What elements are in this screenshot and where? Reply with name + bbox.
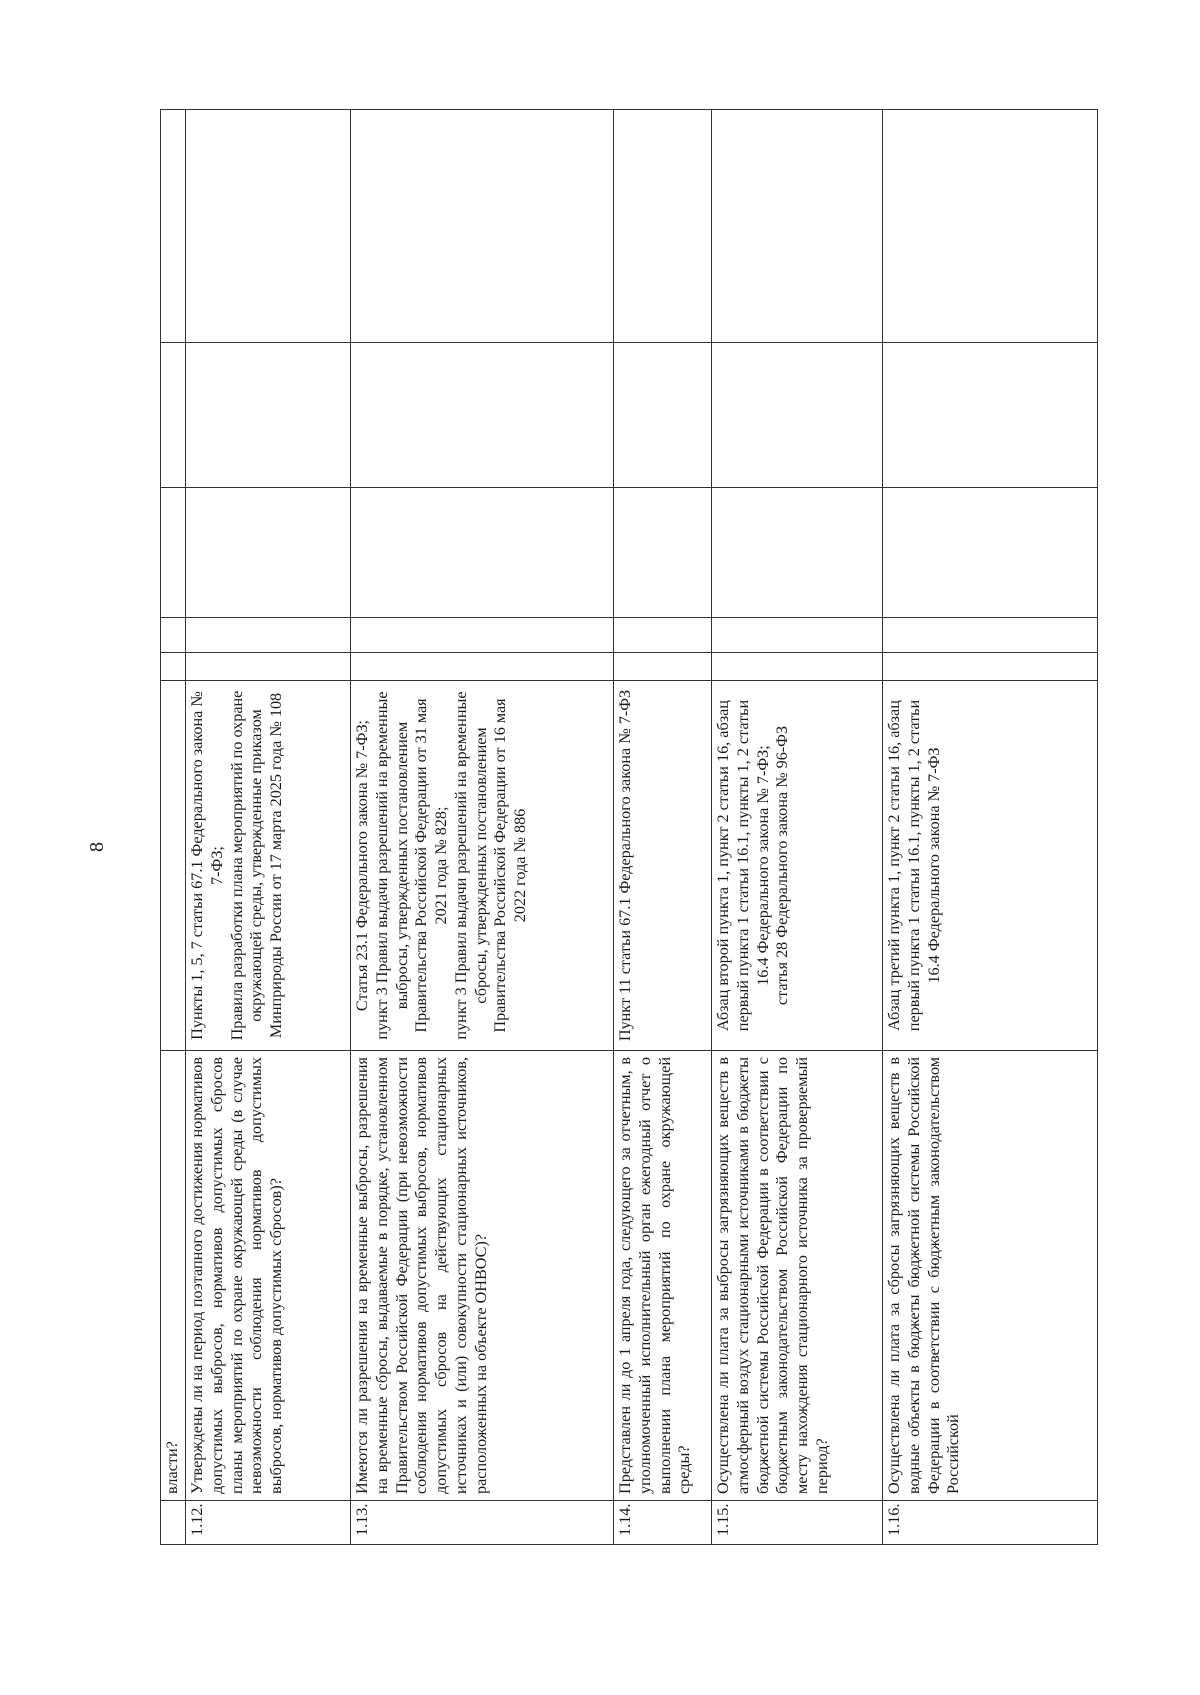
- legal-basis-line: Абзац второй пункта 1, пункт 2 статьи 16, абзац первый пункта 1 статьи 16.1, пункты 1, 2 статьи 16.4 Федерального закона № 7-ФЗ;: [714, 699, 772, 1032]
- remarks-cell: [161, 110, 186, 343]
- question-cell: Представлен ли до 1 апреля года, следующего за отчетным, в уполномоченный исполнительный орган ежегодный отчет о выполнении плана мероприятий по охране окружающей среды?: [614, 1051, 712, 1501]
- notes-cell: [614, 343, 712, 488]
- remarks-cell: [614, 110, 712, 343]
- row-number: 1.12.: [186, 1501, 351, 1545]
- notes-cell: [186, 343, 351, 488]
- question-cell: Осуществлена ли плата за сбросы загрязняющих веществ в водные объекты в бюджеты бюджетной системы Российской Федерации в соответствии с бюджетным законодательством Российской: [883, 1051, 1098, 1501]
- not-applicable-cell: [883, 488, 1098, 618]
- answer-yes-cell: [712, 653, 883, 681]
- legal-basis-line: Правила разработки плана мероприятий по охране окружающей среды, утвержденные приказом Минприроды России от 17 марта 2025 года № 108: [227, 690, 286, 1041]
- answer-no-cell: [351, 618, 614, 653]
- checklist-table: [160, 109, 1098, 1545]
- remarks-cell: [883, 110, 1098, 343]
- remarks-cell: [186, 110, 351, 343]
- not-applicable-cell: [161, 488, 186, 618]
- not-applicable-cell: [614, 488, 712, 618]
- row-number: 1.13.: [351, 1501, 614, 1545]
- legal-basis-line: Пункт 11 статьи 67.1 Федерального закона № 7-ФЗ: [616, 689, 634, 1042]
- not-applicable-cell: [712, 488, 883, 618]
- table-row: [351, 110, 614, 1545]
- row-number: [161, 1501, 186, 1545]
- table-row: [883, 110, 1098, 1545]
- not-applicable-cell: [351, 488, 614, 618]
- legal-basis-line: Пункты 1, 5, 7 статьи 67.1 Федерального закона № 7-ФЗ;: [188, 691, 226, 1040]
- answer-no-cell: [614, 618, 712, 653]
- answer-no-cell: [883, 618, 1098, 653]
- legal-basis-line: статья 28 Федерального закона № 96-ФЗ: [773, 725, 792, 1006]
- legal-basis-cell: [614, 681, 712, 1051]
- question-cell: Имеются ли разрешения на временные выбросы, разрешения на временные сбросы, выдаваемые в порядке, установленном Правительством Российской Федерации (при невозможности соблюдения нормативов допустимых выбросов, нормативов допустимых сбросов на действующих стационарных источниках и (или) совокупности стационарных источников, расположенных на объекте ОНВОС)?: [351, 1051, 614, 1501]
- answer-no-cell: [186, 618, 351, 653]
- rotated-page-content: [160, 110, 1070, 1545]
- legal-basis-line: Статья 23.1 Федерального закона № 7-ФЗ;: [353, 719, 371, 1012]
- answer-yes-cell: [161, 653, 186, 681]
- notes-cell: [712, 343, 883, 488]
- legal-basis-line: пункт 3 Правил выдачи разрешений на временные выбросы, утвержденных постановлением Правительства Российской Федерации от 31 мая 2021 года № 828;: [372, 691, 451, 1040]
- page-number: 8: [86, 842, 108, 852]
- row-number: 1.16.: [883, 1501, 1098, 1545]
- answer-yes-cell: [614, 653, 712, 681]
- table-row: [712, 110, 883, 1545]
- row-number: 1.15.: [712, 1501, 883, 1545]
- legal-basis-cell: [186, 681, 351, 1051]
- answer-no-cell: [161, 618, 186, 653]
- answer-yes-cell: [186, 653, 351, 681]
- table-row: [186, 110, 351, 1545]
- notes-cell: [161, 343, 186, 488]
- table-row: [161, 110, 186, 1545]
- question-cell: власти?: [161, 1051, 186, 1501]
- table-row: [614, 110, 712, 1545]
- answer-yes-cell: [351, 653, 614, 681]
- legal-basis-line: пункт 3 Правил выдачи разрешений на временные сбросы, утвержденных постановлением Правительства Российской Федерации от 16 мая 2022 года № 886: [451, 691, 530, 1040]
- remarks-cell: [712, 110, 883, 343]
- remarks-cell: [351, 110, 614, 343]
- legal-basis-cell: [883, 681, 1098, 1051]
- question-cell: Осуществлена ли плата за выбросы загрязняющих веществ в атмосферный воздух стационарными источниками в бюджеты бюджетной системы Российской Федерации в соответствии с бюджетным законодательством Российской Федерации по месту нахождения стационарного источника за проверяемый период?: [712, 1051, 883, 1501]
- question-cell: Утверждены ли на период поэтапного достижения нормативов допустимых выбросов, нормативов допустимых сбросов планы мероприятий по охране окружающей среды (в случае невозможности соблюдения нормативов допустимых выбросов, нормативов допустимых сбросов)?: [186, 1051, 351, 1501]
- legal-basis-cell: [161, 681, 186, 1051]
- legal-basis-cell: [351, 681, 614, 1051]
- notes-cell: [351, 343, 614, 488]
- legal-basis-cell: [712, 681, 883, 1051]
- legal-basis-line: Абзац третий пункта 1, пункт 2 статьи 16, абзац первый пункта 1 статьи 16.1, пункты 1, 2 статьи 16.4 Федерального закона № 7-ФЗ: [885, 699, 943, 1032]
- notes-cell: [883, 343, 1098, 488]
- answer-no-cell: [712, 618, 883, 653]
- answer-yes-cell: [883, 653, 1098, 681]
- not-applicable-cell: [186, 488, 351, 618]
- row-number: 1.14.: [614, 1501, 712, 1545]
